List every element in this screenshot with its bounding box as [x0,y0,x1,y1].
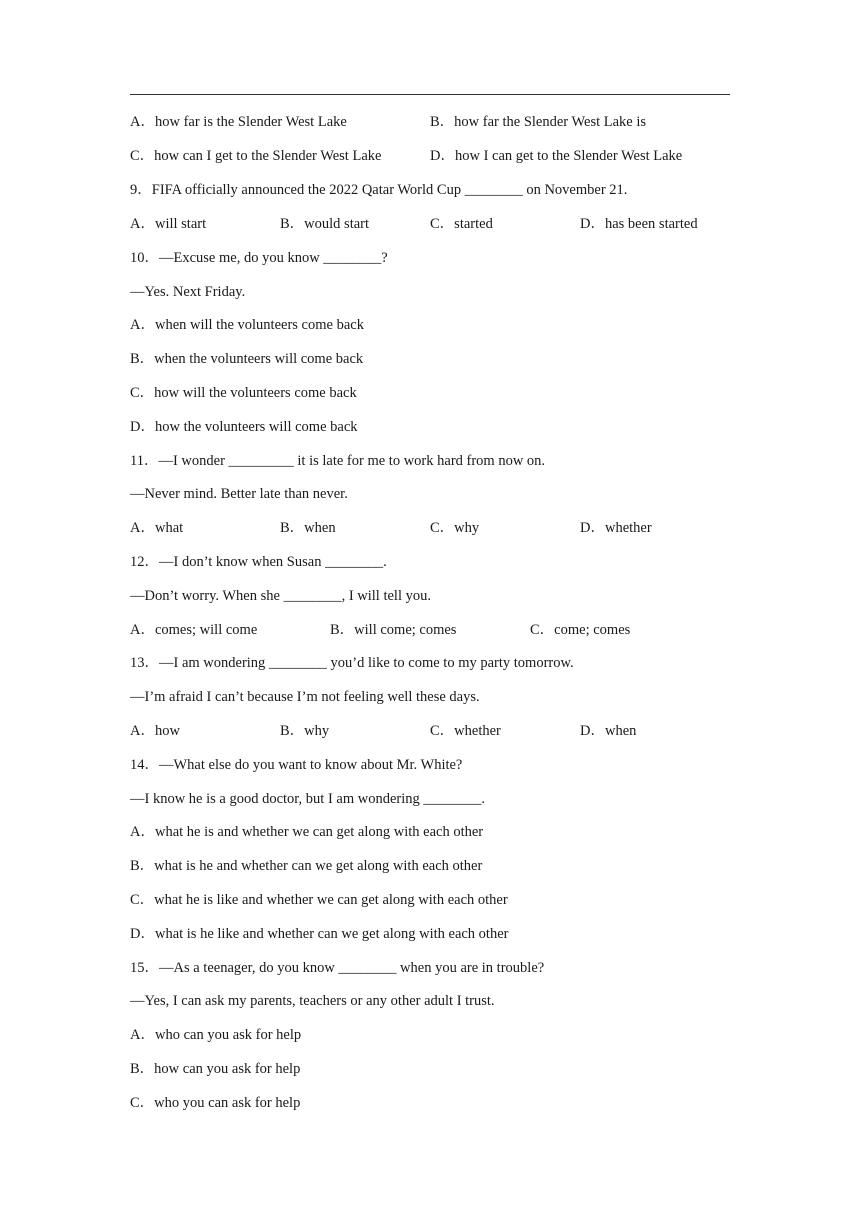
q13-option-c[interactable]: C．whether [430,723,501,739]
q8-option-b[interactable]: B．how far the Slender West Lake is [430,114,647,130]
q15-reply: —Yes, I can ask my parents, teachers or any other adult I trust. [130,993,495,1009]
q14-option-c[interactable]: C．what he is like and whether we can get along with each other [130,892,508,908]
q15-option-a[interactable]: A．who can you ask for help [130,1027,302,1043]
q9-option-d[interactable]: D．has been started [580,216,698,232]
q8-option-c[interactable]: C．how can I get to the Slender West Lake [130,148,382,164]
q12-stem: 12．—I don’t know when Susan ________. [130,554,387,570]
q10-option-a[interactable]: A．when will the volunteers come back [130,317,364,333]
q12-reply: —Don’t worry. When she ________, I will tell you. [130,588,431,604]
q9-option-a[interactable]: A．will start [130,216,207,232]
q14-stem: 14．—What else do you want to know about Mr. White? [130,757,463,773]
q11-stem: 11．—I wonder _________ it is late for me to work hard from now on. [130,453,546,469]
q9-option-b[interactable]: B．would start [280,216,370,232]
q10-reply: —Yes. Next Friday. [130,284,246,300]
q13-option-a[interactable]: A．how [130,723,180,739]
q14-option-b[interactable]: B．what is he and whether can we get along with each other [130,858,483,874]
q9-option-c[interactable]: C．started [430,216,493,232]
q13-option-d[interactable]: D．when [580,723,637,739]
q15-option-c[interactable]: C．who you can ask for help [130,1095,301,1111]
q12-option-b[interactable]: B．will come; comes [330,622,457,638]
q13-stem: 13．—I am wondering ________ you’d like to come to my party tomorrow. [130,655,574,671]
q10-option-b[interactable]: B．when the volunteers will come back [130,351,364,367]
q11-option-d[interactable]: D．whether [580,520,652,536]
q11-option-b[interactable]: B．when [280,520,336,536]
q14-option-a[interactable]: A．what he is and whether we can get along with each other [130,824,484,840]
q11-reply: —Never mind. Better late than never. [130,486,348,502]
header-rule [130,94,730,95]
q12-option-a[interactable]: A．comes; will come [130,622,258,638]
q10-option-c[interactable]: C．how will the volunteers come back [130,385,357,401]
q14-reply: —I know he is a good doctor, but I am wondering ________. [130,791,486,807]
q15-stem: 15．—As a teenager, do you know ________ when you are in trouble? [130,960,545,976]
q8-option-d[interactable]: D．how I can get to the Slender West Lake [430,148,683,164]
q15-option-b[interactable]: B．how can you ask for help [130,1061,301,1077]
q13-reply: —I’m afraid I can’t because I’m not feeling well these days. [130,689,480,705]
q9-stem: 9．FIFA officially announced the 2022 Qatar World Cup ________ on November 21. [130,182,628,198]
q11-option-a[interactable]: A．what [130,520,184,536]
q12-option-c[interactable]: C．come; comes [530,622,631,638]
q10-stem: 10．—Excuse me, do you know ________? [130,250,388,266]
q14-option-d[interactable]: D．what is he like and whether can we get along with each other [130,926,509,942]
q13-option-b[interactable]: B．why [280,723,330,739]
q11-option-c[interactable]: C．why [430,520,480,536]
q8-option-a[interactable]: A．how far is the Slender West Lake [130,114,347,130]
q10-option-d[interactable]: D．how the volunteers will come back [130,419,358,435]
